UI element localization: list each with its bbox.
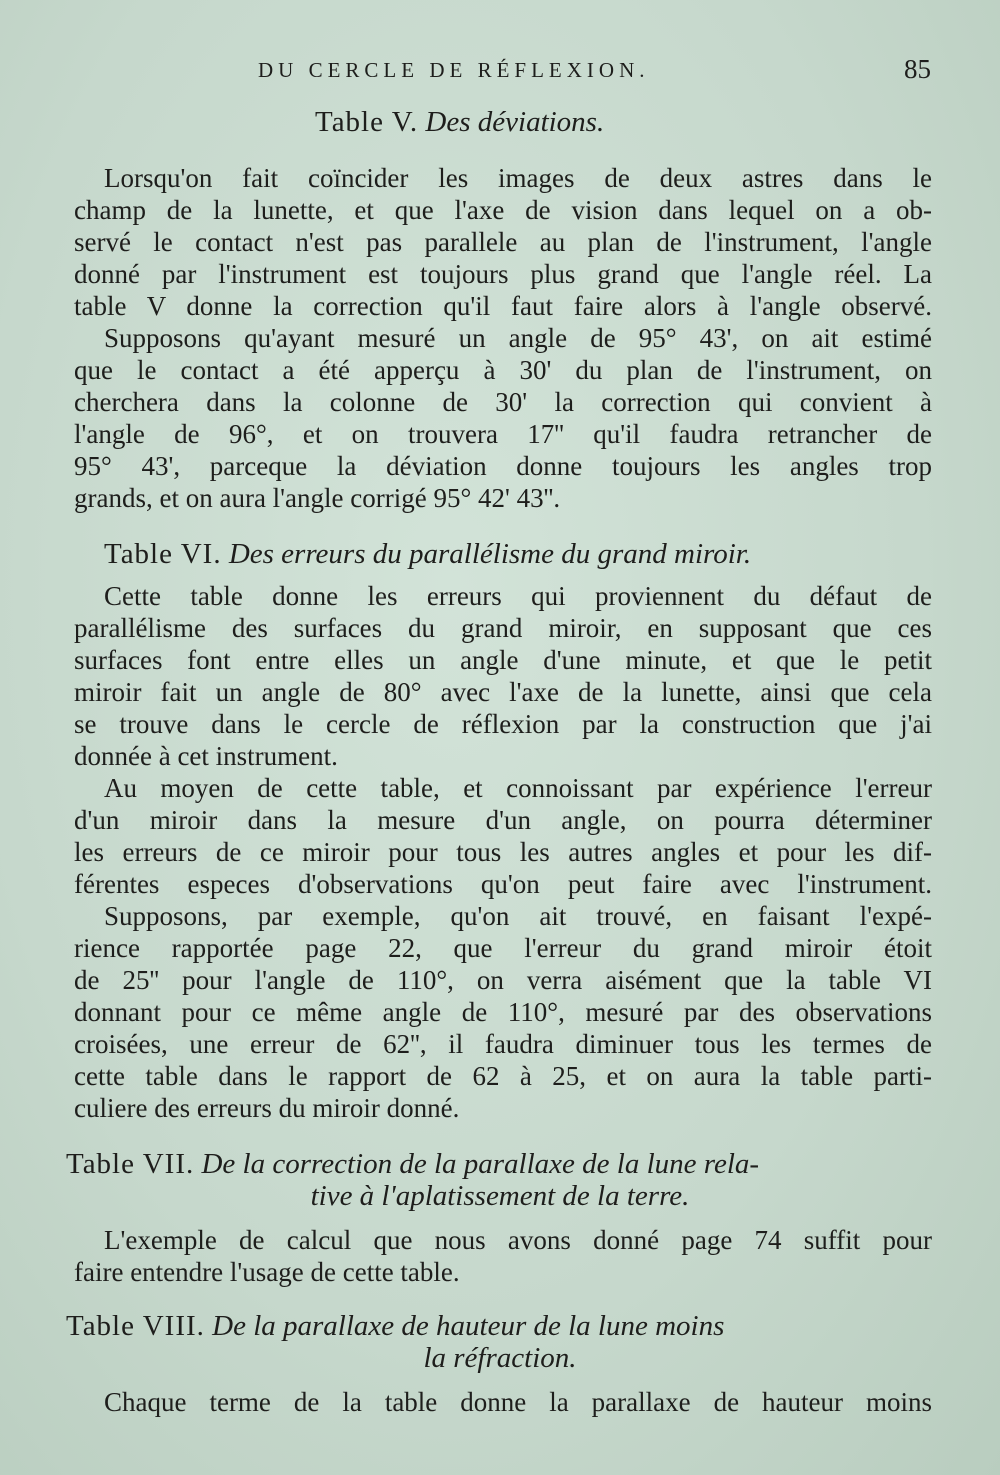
text-line: L'exemple de calcul que nous avons donné page 74 suffit pour <box>104 1225 932 1255</box>
paragraph <box>74 1224 932 1288</box>
text-line: miroir fait un angle de 80° avec l'axe de la lunette, ainsi que cela <box>74 677 932 707</box>
paragraph <box>74 162 932 322</box>
section-label: Table V. <box>315 106 419 138</box>
text-line: donnant pour ce même angle de 110°, mesuré par des observations <box>74 997 932 1027</box>
text-line: cette table dans le rapport de 62 à 25, et on aura la table parti- <box>74 1061 932 1091</box>
text-line: Cette table donne les erreurs qui proviennent du défaut de <box>104 581 932 611</box>
text-line: donné par l'instrument est toujours plus grand que l'angle réel. La <box>74 259 932 289</box>
section-title: De la correction de la parallaxe de la lune rela- <box>201 1148 760 1180</box>
text-line: faire entendre l'usage de cette table. <box>74 1257 460 1287</box>
paragraph <box>74 1386 932 1418</box>
section-label: Table VI. <box>104 538 222 570</box>
section-heading-table-vii <box>66 1148 759 1180</box>
page-header <box>0 56 1000 90</box>
text-line: Chaque terme de la table donne la parallaxe de hauteur moins <box>104 1387 932 1417</box>
text-line: parallélisme des surfaces du grand miroir, en supposant que ces <box>74 613 932 643</box>
paragraph <box>74 900 932 1124</box>
text-line: Supposons, par exemple, qu'on ait trouvé, en faisant l'expé- <box>104 901 932 931</box>
section-title: Des erreurs du parallélisme du grand miroir. <box>228 538 752 570</box>
paragraph <box>74 322 932 514</box>
text-line: table V donne la correction qu'il faut faire alors à l'angle observé. <box>74 291 932 321</box>
section-title: De la parallaxe de hauteur de la lune moins <box>212 1310 725 1342</box>
text-line: 95° 43', parceque la déviation donne toujours les angles trop <box>74 451 932 481</box>
text-line: donnée à cet instrument. <box>74 741 338 771</box>
section-heading-table-v <box>315 106 604 138</box>
section-heading-table-vi <box>104 538 751 570</box>
section-title-continuation: la réfraction. <box>423 1342 577 1374</box>
paragraph <box>74 580 932 772</box>
page-number: 85 <box>904 54 931 84</box>
text-line: l'angle de 96°, et on trouvera 17'' qu'il faudra retrancher de <box>74 419 932 449</box>
text-line: se trouve dans le cercle de réflexion par la construction que j'ai <box>74 709 932 739</box>
text-line: d'un miroir dans la mesure d'un angle, on pourra déterminer <box>74 805 932 835</box>
paragraph <box>74 772 932 900</box>
section-title: Des déviations. <box>425 106 605 138</box>
text-line: Supposons qu'ayant mesuré un angle de 95° 43', on ait estimé <box>104 323 932 353</box>
section-title-continuation: tive à l'aplatissement de la terre. <box>310 1180 690 1212</box>
section-label: Table VIII. <box>66 1310 205 1342</box>
running-title: DU CERCLE DE RÉFLEXION. <box>258 58 650 82</box>
section-heading-table-viii <box>66 1310 724 1342</box>
text-line: rience rapportée page 22, que l'erreur du grand miroir étoit <box>74 933 932 963</box>
text-line: les erreurs de ce miroir pour tous les autres angles et pour les dif- <box>74 837 932 867</box>
text-line: de 25'' pour l'angle de 110°, on verra aisément que la table VI <box>74 965 932 995</box>
text-line: férentes especes d'observations qu'on peut faire avec l'instrument. <box>74 869 932 899</box>
text-line: que le contact a été apperçu à 30' du plan de l'instrument, on <box>74 355 932 385</box>
text-line: Lorsqu'on fait coïncider les images de deux astres dans le <box>104 163 932 193</box>
text-line: grands, et on aura l'angle corrigé 95° 42' 43''. <box>74 483 561 513</box>
text-line: croisées, une erreur de 62'', il faudra diminuer tous les termes de <box>74 1029 932 1059</box>
text-line: cherchera dans la colonne de 30' la correction qui convient à <box>74 387 932 417</box>
text-line: champ de la lunette, et que l'axe de vision dans lequel on a ob- <box>74 195 932 225</box>
text-line: surfaces font entre elles un angle d'une minute, et que le petit <box>74 645 932 675</box>
text-line: servé le contact n'est pas parallele au plan de l'instrument, l'angle <box>74 227 932 257</box>
text-line: culiere des erreurs du miroir donné. <box>74 1093 460 1123</box>
section-label: Table VII. <box>66 1148 195 1180</box>
text-line: Au moyen de cette table, et connoissant par expérience l'erreur <box>104 773 932 803</box>
